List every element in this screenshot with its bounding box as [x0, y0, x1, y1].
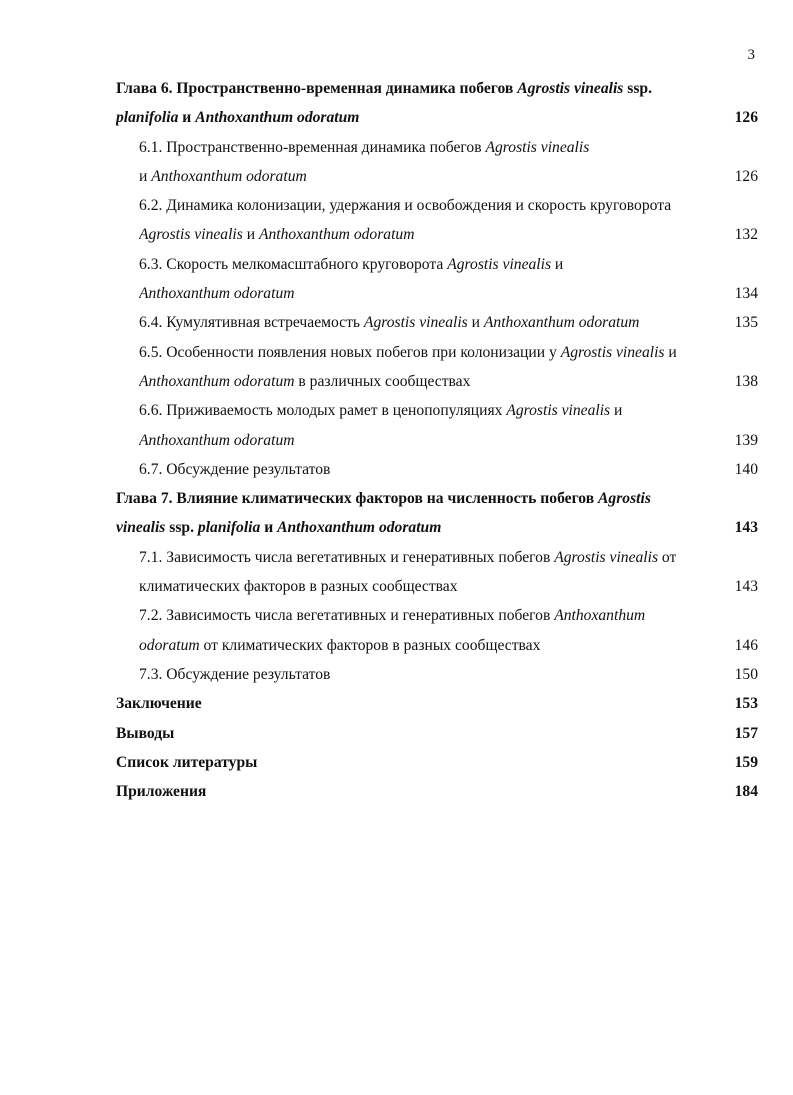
toc-page-number: 126: [734, 109, 758, 127]
species-name: Anthoxanthum odoratum: [195, 109, 360, 127]
page-number: 3: [747, 47, 755, 63]
species-name: Anthoxanthum odoratum: [277, 519, 442, 537]
species-name: Agrostis vinealis: [517, 80, 624, 97]
species-name: Agrostis vinealis: [506, 402, 611, 420]
toc-section-6-3-line-2: [116, 279, 758, 308]
text: Глава 6. Пространственно-временная динамика побегов: [116, 80, 518, 97]
text: и: [467, 314, 484, 332]
toc-section-6-2-line-2: [116, 220, 758, 249]
toc-section-6-4: [116, 308, 758, 337]
text: и: [260, 519, 278, 537]
species-name: Agrostis vinealis: [560, 343, 665, 361]
species-name: Anthoxanthum odoratum: [258, 226, 415, 244]
toc-chapter-6-title-line-1: [116, 74, 758, 103]
toc-section-6-5-line-1: [116, 338, 758, 367]
toc-page-number: 132: [734, 226, 758, 244]
text: 7.3. Обсуждение результатов: [139, 665, 331, 683]
toc-page-number: 159: [734, 753, 758, 771]
toc-section-6-5-line-2: [116, 367, 758, 396]
species-name: Agrostis: [598, 490, 651, 508]
toc-page-number: 150: [734, 665, 758, 683]
species-name: planifolia: [197, 519, 261, 537]
toc-page-number: 138: [734, 372, 758, 390]
toc-section-7-2-line-2: [116, 631, 758, 660]
toc-chapter-7-title-line-1: [116, 484, 758, 513]
text: и: [178, 109, 196, 127]
text: 6.6. Приживаемость молодых рамет в ценопопуляциях: [139, 402, 507, 420]
text: Заключение: [116, 695, 202, 713]
text: в различных сообществах: [294, 372, 471, 390]
text: ssp.: [623, 80, 652, 97]
toc-section-6-2-line-1: [116, 191, 758, 220]
text: ssp.: [165, 519, 198, 537]
species-name: Anthoxanthum: [554, 607, 646, 625]
toc-section-7-3: [116, 660, 758, 689]
species-name: Agrostis vinealis: [447, 255, 552, 273]
text: от: [658, 548, 677, 566]
species-name: Agrostis vinealis: [363, 314, 468, 332]
species-name: Agrostis vinealis: [485, 138, 590, 156]
toc-section-7-1-line-2: [116, 572, 758, 601]
text: от климатических факторов в разных сообществах: [199, 636, 541, 654]
toc-section-6-6-line-1: [116, 396, 758, 425]
toc-page-number: 153: [734, 695, 758, 713]
text: Список литературы: [116, 753, 258, 771]
species-name: Anthoxanthum odoratum: [139, 372, 295, 390]
toc-page-number: 126: [734, 167, 758, 185]
table-of-contents: [116, 74, 758, 806]
species-name: planifolia: [116, 109, 179, 127]
toc-references: [116, 748, 758, 777]
text: 7.2. Зависимость числа вегетативных и генеративных побегов: [139, 607, 555, 625]
text: 6.5. Особенности появления новых побегов при колонизации у: [139, 343, 561, 361]
text: Приложения: [116, 783, 207, 801]
toc-section-6-7: [116, 455, 758, 484]
text: климатических факторов в разных сообществах: [139, 578, 458, 596]
toc-findings: [116, 719, 758, 748]
species-name: Anthoxanthum odoratum: [483, 314, 640, 332]
text: 6.3. Скорость мелкомасштабного круговорота: [139, 255, 448, 273]
toc-appendices: [116, 777, 758, 806]
toc-section-7-2-line-1: [116, 601, 758, 630]
toc-page-number: 146: [734, 636, 758, 654]
toc-section-6-1-line-1: [116, 133, 758, 162]
toc-page-number: 157: [734, 724, 758, 742]
text: и: [139, 167, 152, 185]
species-name: Agrostis vinealis: [554, 548, 659, 566]
toc-conclusion: [116, 689, 758, 718]
text: 6.2. Динамика колонизации, удержания и освобождения и скорость круговорота: [139, 197, 672, 215]
toc-section-6-3-line-1: [116, 250, 758, 279]
toc-section-6-6-line-2: [116, 426, 758, 455]
toc-page-number: 135: [734, 314, 758, 332]
toc-chapter-7-title-line-2: [116, 513, 758, 542]
text: 6.4. Кумулятивная встречаемость: [139, 314, 364, 332]
toc-page-number: 143: [734, 519, 758, 537]
species-name: Anthoxanthum odoratum: [139, 431, 295, 449]
species-name: vinealis: [116, 519, 166, 537]
toc-page-number: 139: [734, 431, 758, 449]
species-name: Anthoxanthum odoratum: [139, 285, 295, 303]
text: 7.1. Зависимость числа вегетативных и генеративных побегов: [139, 548, 555, 566]
toc-chapter-6-title-line-2: [116, 103, 758, 132]
species-name: Anthoxanthum odoratum: [151, 167, 307, 185]
text: и: [551, 255, 564, 273]
text: 6.1. Пространственно-временная динамика побегов: [139, 138, 486, 156]
species-name: odoratum: [139, 636, 200, 654]
text: Глава 7. Влияние климатических факторов на численность побегов: [116, 490, 599, 508]
toc-page-number: 140: [734, 460, 758, 478]
toc-page-number: 184: [734, 783, 758, 801]
text: и: [610, 402, 623, 420]
toc-page-number: 134: [734, 285, 758, 303]
toc-page-number: 143: [734, 578, 758, 596]
text: и: [664, 343, 677, 361]
toc-section-7-1-line-1: [116, 543, 758, 572]
text: 6.7. Обсуждение результатов: [139, 460, 331, 478]
text: Выводы: [116, 724, 175, 742]
toc-section-6-1-line-2: [116, 162, 758, 191]
text: и: [242, 226, 259, 244]
species-name: Agrostis vinealis: [139, 226, 243, 244]
